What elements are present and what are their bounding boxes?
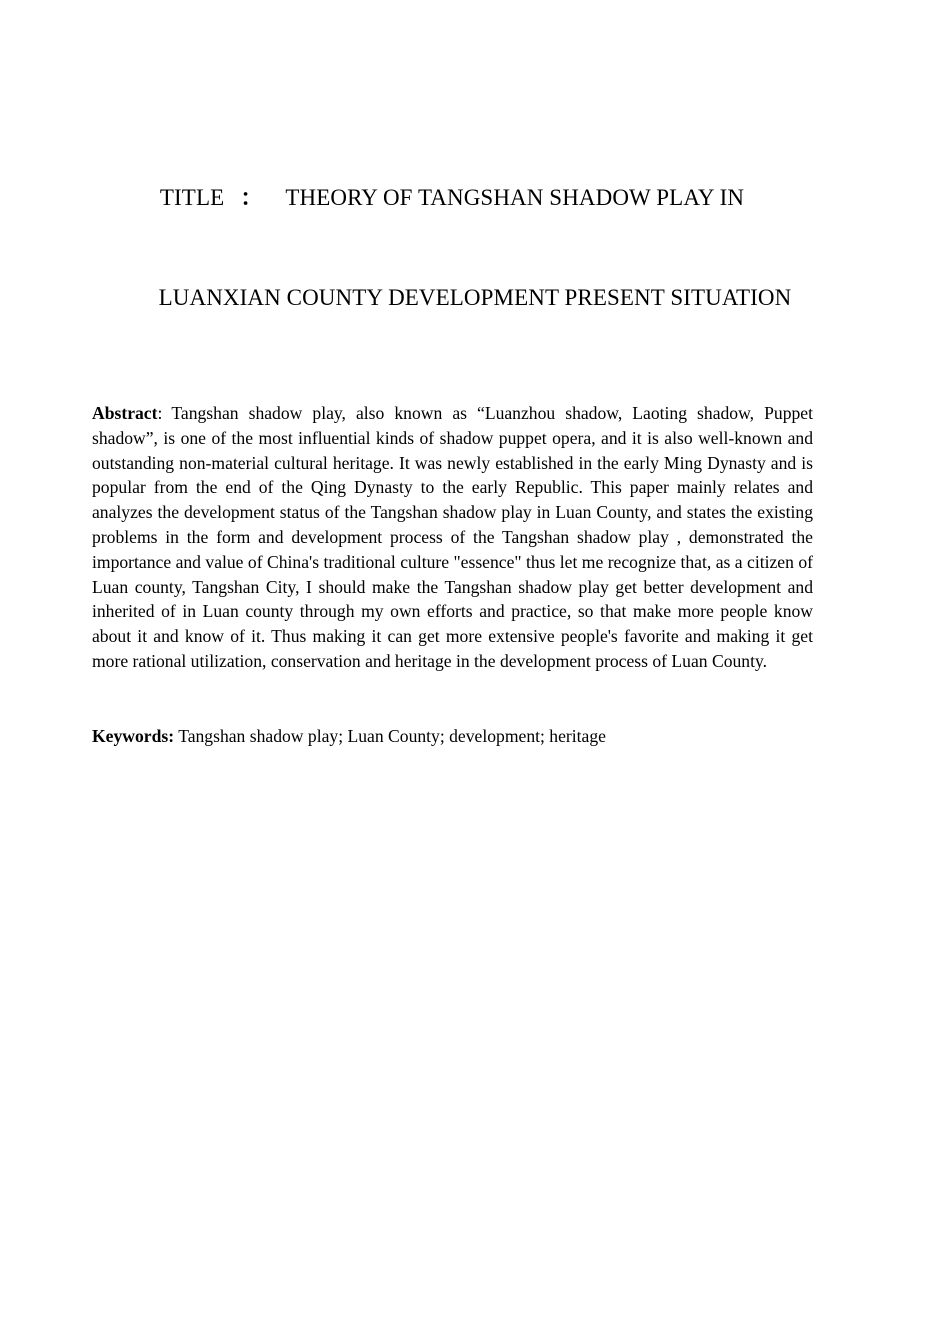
- abstract-text: Tangshan shadow play, also known as “Luanzhou shadow, Laoting shadow, Puppet shadow”, is one of the most influential kinds of shadow puppet opera, and it is also well-known and outstanding non-material cultural heritage. It was newly established in the early Ming Dynasty and is popular from the end of the Qing Dynasty to the early Republic. This paper mainly relates and analyzes the development status of the Tangshan shadow play in Luan County, and states the existing problems in the form and development process of the Tangshan shadow play , demonstrated the importance and value of China's traditional culture "essence" thus let me recognize that, as a citizen of Luan county, Tangshan City, I should make the Tangshan shadow play get better development and inherited of in Luan county through my own efforts and practice, so that make more people know about it and know of it. Thus making it can get more extensive people's favorite and making it get more rational utilization, conservation and heritage in the development process of Luan County.: [92, 403, 813, 671]
- abstract-paragraph: [92, 401, 813, 674]
- abstract-label: Abstract: [92, 403, 158, 423]
- title-separator: ：: [240, 185, 264, 210]
- title-text-line-2: LUANXIAN COUNTY DEVELOPMENT PRESENT SITUATION: [158, 285, 792, 310]
- keywords-paragraph: [92, 724, 813, 749]
- keywords-text: Tangshan shadow play; Luan County; development; heritage: [178, 726, 606, 746]
- title-label: TITLE: [159, 185, 225, 210]
- keywords-label: Keywords:: [92, 726, 175, 746]
- title-line-1: [0, 184, 927, 212]
- title-line-2: [0, 284, 950, 312]
- title-text-line-1: THEORY OF TANGSHAN SHADOW PLAY IN: [285, 185, 745, 210]
- abstract-separator: :: [157, 403, 163, 423]
